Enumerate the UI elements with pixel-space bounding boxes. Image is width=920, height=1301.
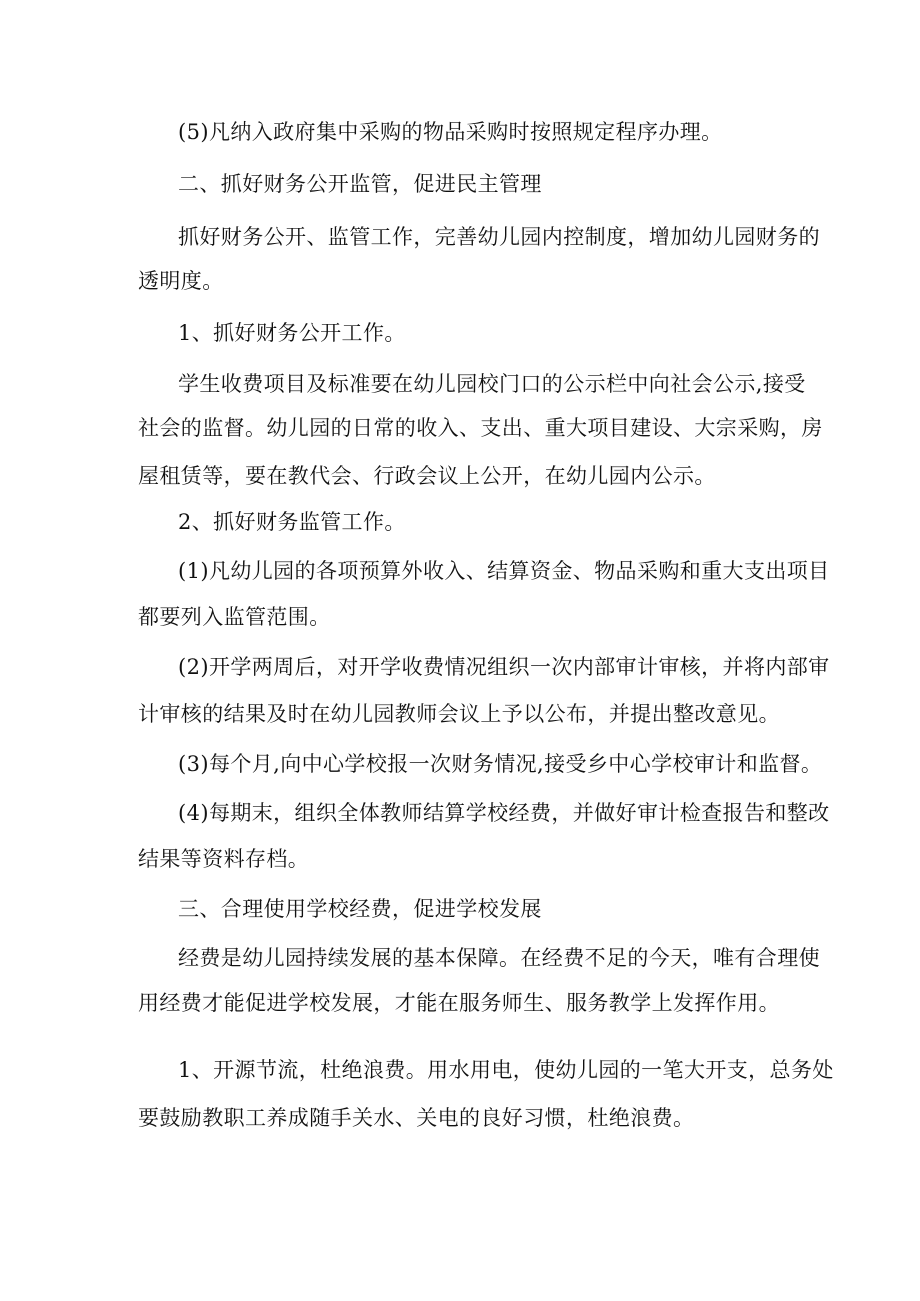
text-line: (5)凡纳入政府集中采购的物品采购时按照规定程序办理。: [178, 120, 723, 144]
text-line: 用经费才能促进学校发展，才能在服务师生、服务教学上发挥作用。: [138, 991, 780, 1015]
text-line: 结果等资料存档。: [138, 847, 310, 871]
text-line: 要鼓励教职工养成随手关水、关电的良好习惯，杜绝浪费。: [138, 1106, 695, 1130]
text-line: 屋租赁等，要在教代会、行政会议上公开，在幼儿园内公示。: [138, 464, 716, 488]
subsection-heading: 1、抓好财务公开工作。: [178, 321, 406, 345]
text-line: (3)每个月,向中心学校报一次财务情况,接受乡中心学校审计和监督。: [178, 752, 823, 776]
text-line: (1)凡幼儿园的各项预算外收入、结算资金、物品采购和重大支出项目: [178, 559, 830, 583]
text-line: 1、开源节流，杜绝浪费。用水用电，使幼儿园的一笔大开支，总务处: [178, 1058, 834, 1082]
section-heading: 二、抓好财务公开监管，促进民主管理: [178, 172, 542, 196]
text-line: 计审核的结果及时在幼儿园教师会议上予以公布，并提出整改意见。: [138, 702, 780, 726]
text-line: 抓好财务公开、监管工作，完善幼儿园内控制度，增加幼儿园财务的: [178, 225, 820, 249]
text-line: 透明度。: [138, 269, 224, 293]
text-line: 社会的监督。幼儿园的日常的收入、支出、重大项目建设、大宗采购，房: [138, 416, 823, 440]
text-line: (4)每期末，组织全体教师结算学校经费，并做好审计检查报告和整改: [178, 801, 830, 825]
text-line: 经费是幼儿园持续发展的基本保障。在经费不足的今天，唯有合理使: [178, 946, 820, 970]
text-line: 都要列入监管范围。: [138, 605, 331, 629]
text-line: (2)开学两周后，对开学收费情况组织一次内部审计审核，并将内部审: [178, 655, 830, 679]
section-heading: 三、合理使用学校经费，促进学校发展: [178, 897, 542, 921]
subsection-heading: 2、抓好财务监管工作。: [178, 510, 406, 534]
text-line: 学生收费项目及标准要在幼儿园校门口的公示栏中向社会公示,接受: [178, 372, 806, 396]
